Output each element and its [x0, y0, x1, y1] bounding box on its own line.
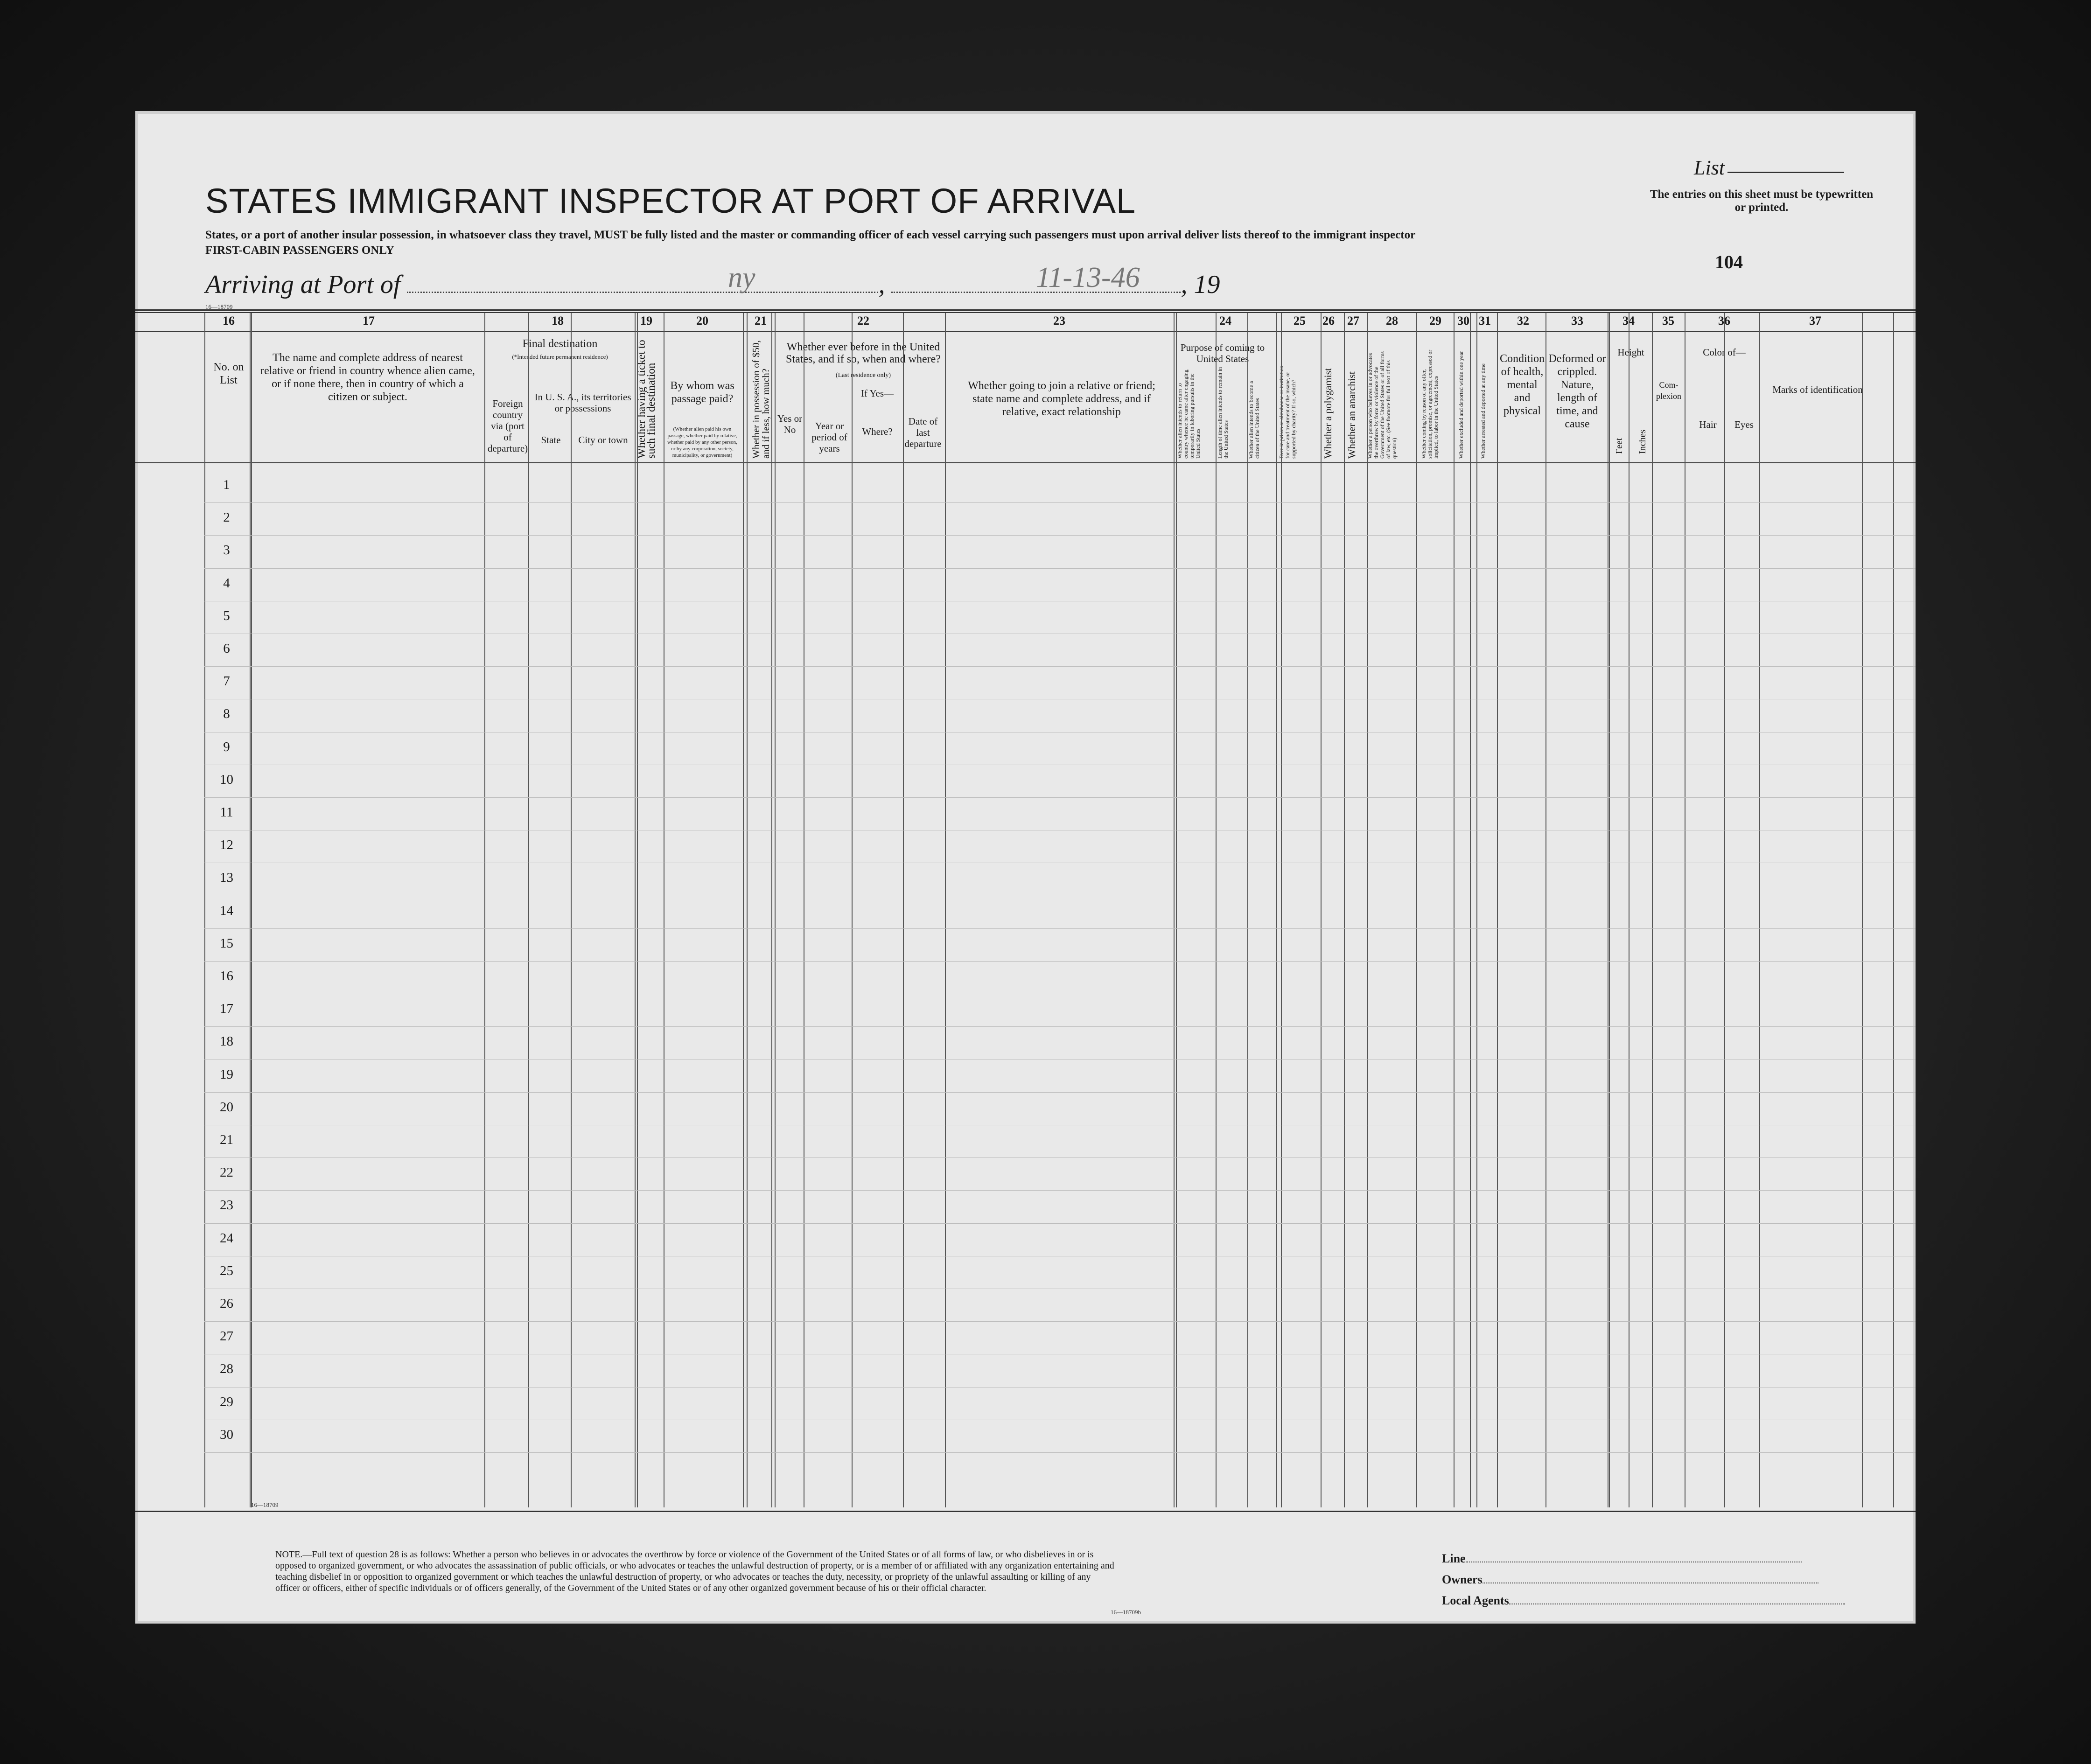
owners-field — [1442, 1573, 1818, 1587]
table-row — [204, 535, 1916, 536]
colnum-28: 28 — [1386, 314, 1398, 328]
row-number: 19 — [220, 1067, 233, 1082]
column-rule — [1176, 313, 1177, 1507]
manifest-sheet — [135, 111, 1916, 1624]
header-polygamist: Whether a polygamist — [1322, 368, 1334, 459]
colnum-22: 22 — [857, 314, 869, 328]
colnum-35: 35 — [1662, 314, 1674, 328]
colnum-31: 31 — [1479, 314, 1491, 328]
column-rule — [771, 313, 772, 1507]
header-q28: Whether a person who believes in or advocates the overthrow by force or violence of the Government of the United States or of all forms of law, etc. (See footnote for full text of this question) — [1367, 351, 1398, 459]
column-rule — [484, 313, 485, 1507]
column-rule — [775, 313, 776, 1507]
row-number: 2 — [223, 510, 230, 525]
column-rule — [1724, 313, 1725, 1507]
column-rule — [1276, 313, 1277, 1507]
header-state: State — [541, 434, 561, 446]
column-rule — [1281, 313, 1282, 1507]
header-labor-offer: Whether coming by reason of any offer, solicitation, promise, or agreement, expressed or implied, to labor in the United States — [1420, 349, 1439, 459]
colnum-37: 37 — [1809, 314, 1821, 328]
colnum-30: 30 — [1457, 314, 1469, 328]
column-rule — [1476, 313, 1477, 1507]
header-hair: Hair — [1699, 419, 1717, 430]
column-rule — [635, 313, 636, 1507]
form-title: STATES IMMIGRANT INSPECTOR AT PORT OF ARRIVAL — [205, 181, 1136, 220]
column-rule — [1367, 313, 1368, 1507]
row-number: 17 — [220, 1001, 233, 1017]
passenger-class: FIRST-CABIN PASSENGERS ONLY — [205, 244, 394, 257]
header-citizen-intent: Whether alien intends to become a citizen of the United States — [1248, 381, 1260, 459]
column-rule — [1216, 313, 1217, 1507]
table-row — [204, 1092, 1916, 1093]
row-number: 1 — [223, 477, 230, 492]
list-field — [1727, 172, 1844, 173]
header-date-departure: Date of last departure — [904, 416, 942, 449]
column-rule — [1862, 313, 1863, 1507]
row-number: 12 — [220, 837, 233, 853]
arriving-line: Arriving at Port of , , 19 — [205, 270, 1220, 299]
table-top-rule-2 — [135, 312, 1916, 313]
table-row — [204, 1452, 1916, 1453]
row-number: 27 — [220, 1329, 233, 1344]
row-number: 20 — [220, 1099, 233, 1115]
entries-note: The entries on this sheet must be typewritten or printed. — [1650, 188, 1874, 214]
header-last-residence: (Last residence only) — [835, 372, 891, 379]
row-number: 9 — [223, 739, 230, 754]
arriving-label: Arriving at Port of — [205, 270, 401, 299]
column-rule — [1470, 313, 1471, 1507]
list-label: List — [1694, 156, 1725, 179]
header-foreign-country: Foreign country via (port of departure) — [487, 398, 528, 454]
table-bottom-rule — [135, 1511, 1916, 1512]
row-number: 5 — [223, 608, 230, 623]
row-number: 29 — [220, 1394, 233, 1409]
column-rule — [250, 313, 251, 1507]
footnote-code: 16—18709b — [1111, 1609, 1141, 1616]
colnum-23: 23 — [1053, 314, 1065, 328]
owners-label: Owners — [1442, 1573, 1483, 1586]
table-row — [204, 1157, 1916, 1158]
table-row — [204, 961, 1916, 962]
header-color-of: Color of— — [1703, 347, 1746, 358]
row-number: 16 — [220, 969, 233, 983]
year-prefix: 19 — [1194, 270, 1220, 299]
row-number: 23 — [220, 1198, 233, 1213]
colnum-16: 16 — [223, 314, 235, 328]
header-join-relative: Whether going to join a relative or friend; state name and complete address, and if relative, exact relationship — [968, 380, 1155, 418]
header-eyes: Eyes — [1734, 419, 1754, 430]
column-rule — [1344, 313, 1345, 1507]
column-rule — [852, 313, 853, 1507]
header-fifty-dollars: Whether in possession of $50, and if less, how much? — [750, 340, 771, 459]
manifest-table — [135, 309, 1916, 1513]
date-handwritten: 11-13-46 — [1036, 262, 1140, 293]
row-number: 24 — [220, 1230, 233, 1246]
header-excluded: Whether excluded and deported within one year — [1458, 351, 1464, 459]
header-final-destination-note: (*Intended future permanent residence) — [512, 353, 608, 360]
header-arrested: Whether arrested and deported at any time — [1480, 363, 1486, 459]
column-number-rule — [135, 331, 1916, 332]
table-row — [204, 502, 1916, 503]
colnum-20: 20 — [696, 314, 708, 328]
header-purpose: Purpose of coming to United States — [1180, 342, 1265, 364]
header-prison: Ever in prison or almshouse or institution for care and treatment of the insane, or supported by charity? If so, which? — [1278, 365, 1297, 459]
sheet-number: 104 — [1715, 251, 1743, 272]
header-yes-or-no: Yes or No — [777, 413, 803, 435]
colnum-33: 33 — [1571, 314, 1583, 328]
row-number: 11 — [220, 805, 233, 820]
table-row — [204, 797, 1916, 798]
row-number: 13 — [220, 870, 233, 885]
table-row — [204, 1321, 1916, 1322]
row-number: 18 — [220, 1034, 233, 1049]
column-rule — [1893, 313, 1894, 1507]
column-rule — [528, 313, 529, 1507]
header-year-period: Year or period of years — [811, 420, 847, 454]
header-bottom-rule — [135, 462, 1916, 463]
header-feet: Feet — [1614, 438, 1624, 454]
table-row — [204, 1190, 1916, 1191]
column-rule — [1416, 313, 1417, 1507]
header-where: Where? — [862, 426, 893, 437]
header-city-or-town: City or town — [578, 434, 628, 446]
colnum-17: 17 — [363, 314, 375, 328]
header-ticket: Whether having a ticket to such final destination — [636, 340, 657, 459]
colnum-25: 25 — [1294, 314, 1306, 328]
row-number: 15 — [220, 935, 233, 951]
header-return-intent: Whether alien intends to return to country whence he came after engaging temporarily in laboring pursuits in the United States — [1176, 370, 1201, 459]
row-number: 4 — [223, 575, 230, 591]
colnum-32: 32 — [1517, 314, 1529, 328]
colnum-29: 29 — [1429, 314, 1441, 328]
agents-field — [1442, 1594, 1845, 1608]
line-label: Line — [1442, 1552, 1466, 1565]
column-rule — [1652, 313, 1653, 1507]
colnum-27: 27 — [1347, 314, 1359, 328]
column-rule — [903, 313, 904, 1507]
row-number: 25 — [220, 1263, 233, 1278]
row-number: 21 — [220, 1132, 233, 1147]
colnum-34: 34 — [1622, 314, 1635, 328]
row-number: 6 — [223, 641, 230, 656]
column-rule — [945, 313, 946, 1507]
header-nearest-relative: The name and complete address of nearest relative or friend in country whence alien came, or if none there, then in country of which a citizen or subject. — [260, 352, 475, 403]
row-number: 10 — [220, 772, 233, 787]
line-field — [1442, 1552, 1802, 1566]
form-code-bottom: 16—18709 — [251, 1501, 279, 1508]
column-rule — [743, 313, 744, 1507]
column-rule — [1174, 313, 1175, 1507]
row-number: 8 — [223, 706, 230, 722]
header-anarchist: Whether an anarchist — [1346, 371, 1357, 459]
row-number: 22 — [220, 1165, 233, 1180]
table-row — [204, 1026, 1916, 1027]
row-number: 26 — [220, 1296, 233, 1311]
footnote: NOTE.—Full text of question 28 is as follows: Whether a person who believes in or advocates the overthrow by force or violence of the Government of the United States or of all forms of law, or who disbelieves in or is opposed to organized government, or who advocates the assassination of public officials, or who advocates or teaches the unlawful destruction of property, or is a member of or affiliated with any organization entertaining and teaching disbelief in or opposition to organized government or which teaches the unlawful destruction of property, or who advocates or teaches the duty, necessity, or propriety of the unlawful assaulting or killing of any officer or officers, either of specific individuals or of officers generally, of the Government of the United States or of any other organized government because of his or their official character. — [275, 1549, 1114, 1593]
header-health: Condition of health, mental and physical — [1499, 353, 1545, 417]
column-rule — [637, 313, 638, 1507]
colnum-36: 36 — [1718, 314, 1730, 328]
header-marks: Marks of identification — [1772, 384, 1863, 395]
header-length-of-stay: Length of time alien intends to remain in the United States — [1217, 367, 1229, 459]
row-number: 28 — [220, 1361, 233, 1377]
header-if-yes: If Yes— — [860, 388, 894, 399]
header-ever-before: Whether ever before in the United States, and if so, when and where? — [786, 341, 941, 365]
header-deformed: Deformed or crippled. Nature, length of time, and cause — [1548, 353, 1606, 430]
header-complexion: Com-plexion — [1656, 380, 1681, 401]
column-rule — [1497, 313, 1498, 1507]
column-rule — [1247, 313, 1248, 1507]
colnum-19: 19 — [640, 314, 652, 328]
row-number: 7 — [223, 674, 230, 689]
colnum-21: 21 — [755, 314, 767, 328]
header-in-usa: In U. S. A., its territories or possessions — [534, 391, 631, 414]
table-row — [204, 568, 1916, 569]
header-height: Height — [1617, 347, 1644, 358]
row-number: 14 — [220, 903, 233, 918]
colnum-18: 18 — [552, 314, 564, 328]
table-row — [204, 928, 1916, 929]
colnum-26: 26 — [1322, 314, 1335, 328]
header-no-on-list: No. on List — [213, 361, 244, 386]
port-field — [407, 292, 878, 293]
column-rule — [1759, 313, 1760, 1507]
header-passage-paid: By whom was passage paid? — [670, 380, 734, 405]
table-top-rule — [135, 309, 1916, 311]
column-rule — [1321, 313, 1322, 1507]
header-final-destination: Final destination — [522, 338, 598, 350]
table-row — [204, 666, 1916, 667]
form-code: 16—18709 — [205, 303, 233, 310]
row-number: 30 — [220, 1427, 233, 1442]
agents-label: Local Agents — [1442, 1594, 1509, 1607]
column-rule — [1609, 313, 1610, 1507]
column-rule — [747, 313, 748, 1507]
header-passage-paid-note: (Whether alien paid his own passage, whether paid by relative, whether paid by any other person, or by any corporation, society, municipality, or government) — [667, 426, 737, 458]
row-number: 3 — [223, 543, 230, 558]
column-rule — [571, 313, 572, 1507]
port-handwritten: ny — [728, 262, 755, 293]
column-rule — [1454, 313, 1455, 1507]
header-inches: Inches — [1637, 429, 1648, 454]
colnum-24: 24 — [1219, 314, 1231, 328]
form-subtitle: States, or a port of another insular possession, in whatsoever class they travel, MUST be fully listed and the master or commanding officer of each vessel carrying such passengers must upon arrival deliver lists thereof to the immigrant inspector — [205, 229, 1416, 241]
column-rule — [251, 313, 252, 1507]
table-row — [204, 1223, 1916, 1224]
